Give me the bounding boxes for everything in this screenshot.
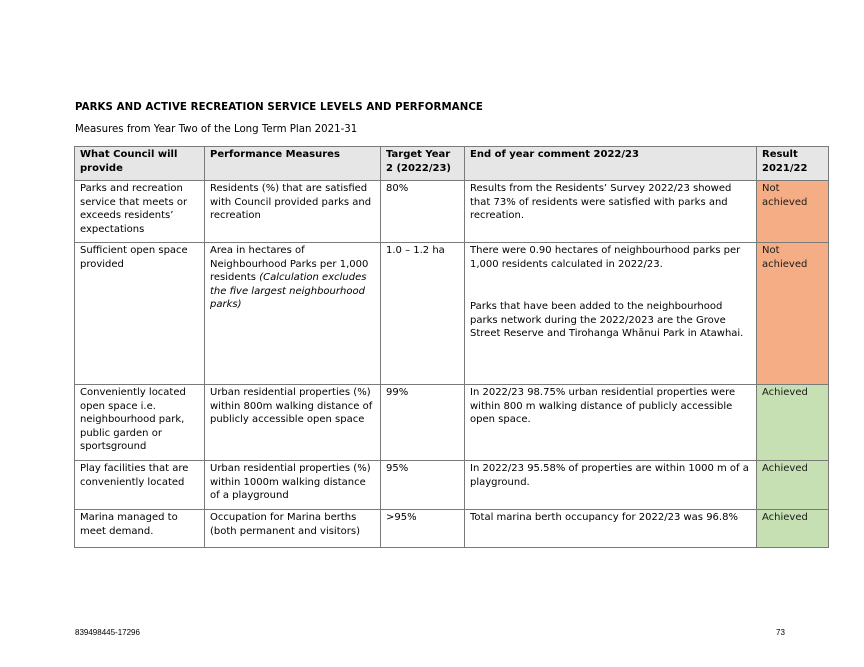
table-row: [75, 243, 829, 385]
cell-measure: Residents (%) that are satisfied with Council provided parks and recreation: [205, 181, 381, 243]
cell-result-not-achieved: Not achieved: [757, 181, 829, 243]
measure-note: (Calculation excludes the five largest neighbourhood parks): [210, 272, 367, 310]
cell-provide: Sufficient open space provided: [75, 243, 205, 385]
cell-target: 1.0 – 1.2 ha: [381, 243, 465, 385]
header-target-year: Target Year 2 (2022/23): [381, 147, 465, 181]
cell-target: 99%: [381, 385, 465, 461]
table-row: [75, 510, 829, 548]
page-subtitle: Measures from Year Two of the Long Term Plan 2021-31: [75, 124, 358, 135]
table-row: [75, 385, 829, 461]
page-number: 73: [776, 628, 785, 637]
cell-target: 95%: [381, 461, 465, 510]
cell-comment: [465, 243, 757, 385]
cell-provide: Parks and recreation service that meets or exceeds residents’ expectations: [75, 181, 205, 243]
cell-target: >95%: [381, 510, 465, 548]
header-performance-measures: Performance Measures: [205, 147, 381, 181]
cell-comment: In 2022/23 95.58% of properties are within 1000 m of a playground.: [465, 461, 757, 510]
measure-text: Area in hectares of Neighbourhood Parks per 1,000 residents: [210, 245, 369, 283]
header-end-of-year-comment: End of year comment 2022/23: [465, 147, 757, 181]
cell-result-achieved: Achieved: [757, 461, 829, 510]
page-title: PARKS AND ACTIVE RECREATION SERVICE LEVELS AND PERFORMANCE: [75, 102, 483, 113]
cell-measure: Urban residential properties (%) within 800m walking distance of publicly accessible open space: [205, 385, 381, 461]
cell-result-achieved: Achieved: [757, 385, 829, 461]
cell-target: 80%: [381, 181, 465, 243]
performance-table: [74, 146, 829, 548]
cell-provide: Conveniently located open space i.e. neighbourhood park, public garden or sportsground: [75, 385, 205, 461]
cell-result-achieved: Achieved: [757, 510, 829, 548]
header-what-council-will-provide: What Council will provide: [75, 147, 205, 181]
cell-comment: Results from the Residents’ Survey 2022/23 showed that 73% of residents were satisfied with parks and recreation.: [465, 181, 757, 243]
table-row: [75, 461, 829, 510]
header-result: Result 2021/22: [757, 147, 829, 181]
cell-provide: Marina managed to meet demand.: [75, 510, 205, 548]
comment-text-2: Parks that have been added to the neighbourhood parks network during the 2022/2023 are the Grove Street Reserve and Tirohanga Whānui Park in Atawhai.: [470, 301, 744, 339]
cell-comment: In 2022/23 98.75% urban residential properties were within 800 m walking distance of publicly accessible open space.: [465, 385, 757, 461]
cell-provide: Play facilities that are conveniently located: [75, 461, 205, 510]
cell-measure: Urban residential properties (%) within 1000m walking distance of a playground: [205, 461, 381, 510]
cell-measure: Occupation for Marina berths (both permanent and visitors): [205, 510, 381, 548]
cell-comment: Total marina berth occupancy for 2022/23 was 96.8%: [465, 510, 757, 548]
table-row: [75, 181, 829, 243]
comment-text: There were 0.90 hectares of neighbourhood parks per 1,000 residents calculated in 2022/23.: [470, 245, 741, 270]
table-header-row: [75, 147, 829, 181]
document-id: 839498445-17296: [75, 628, 140, 637]
cell-measure: [205, 243, 381, 385]
cell-result-not-achieved: Not achieved: [757, 243, 829, 385]
